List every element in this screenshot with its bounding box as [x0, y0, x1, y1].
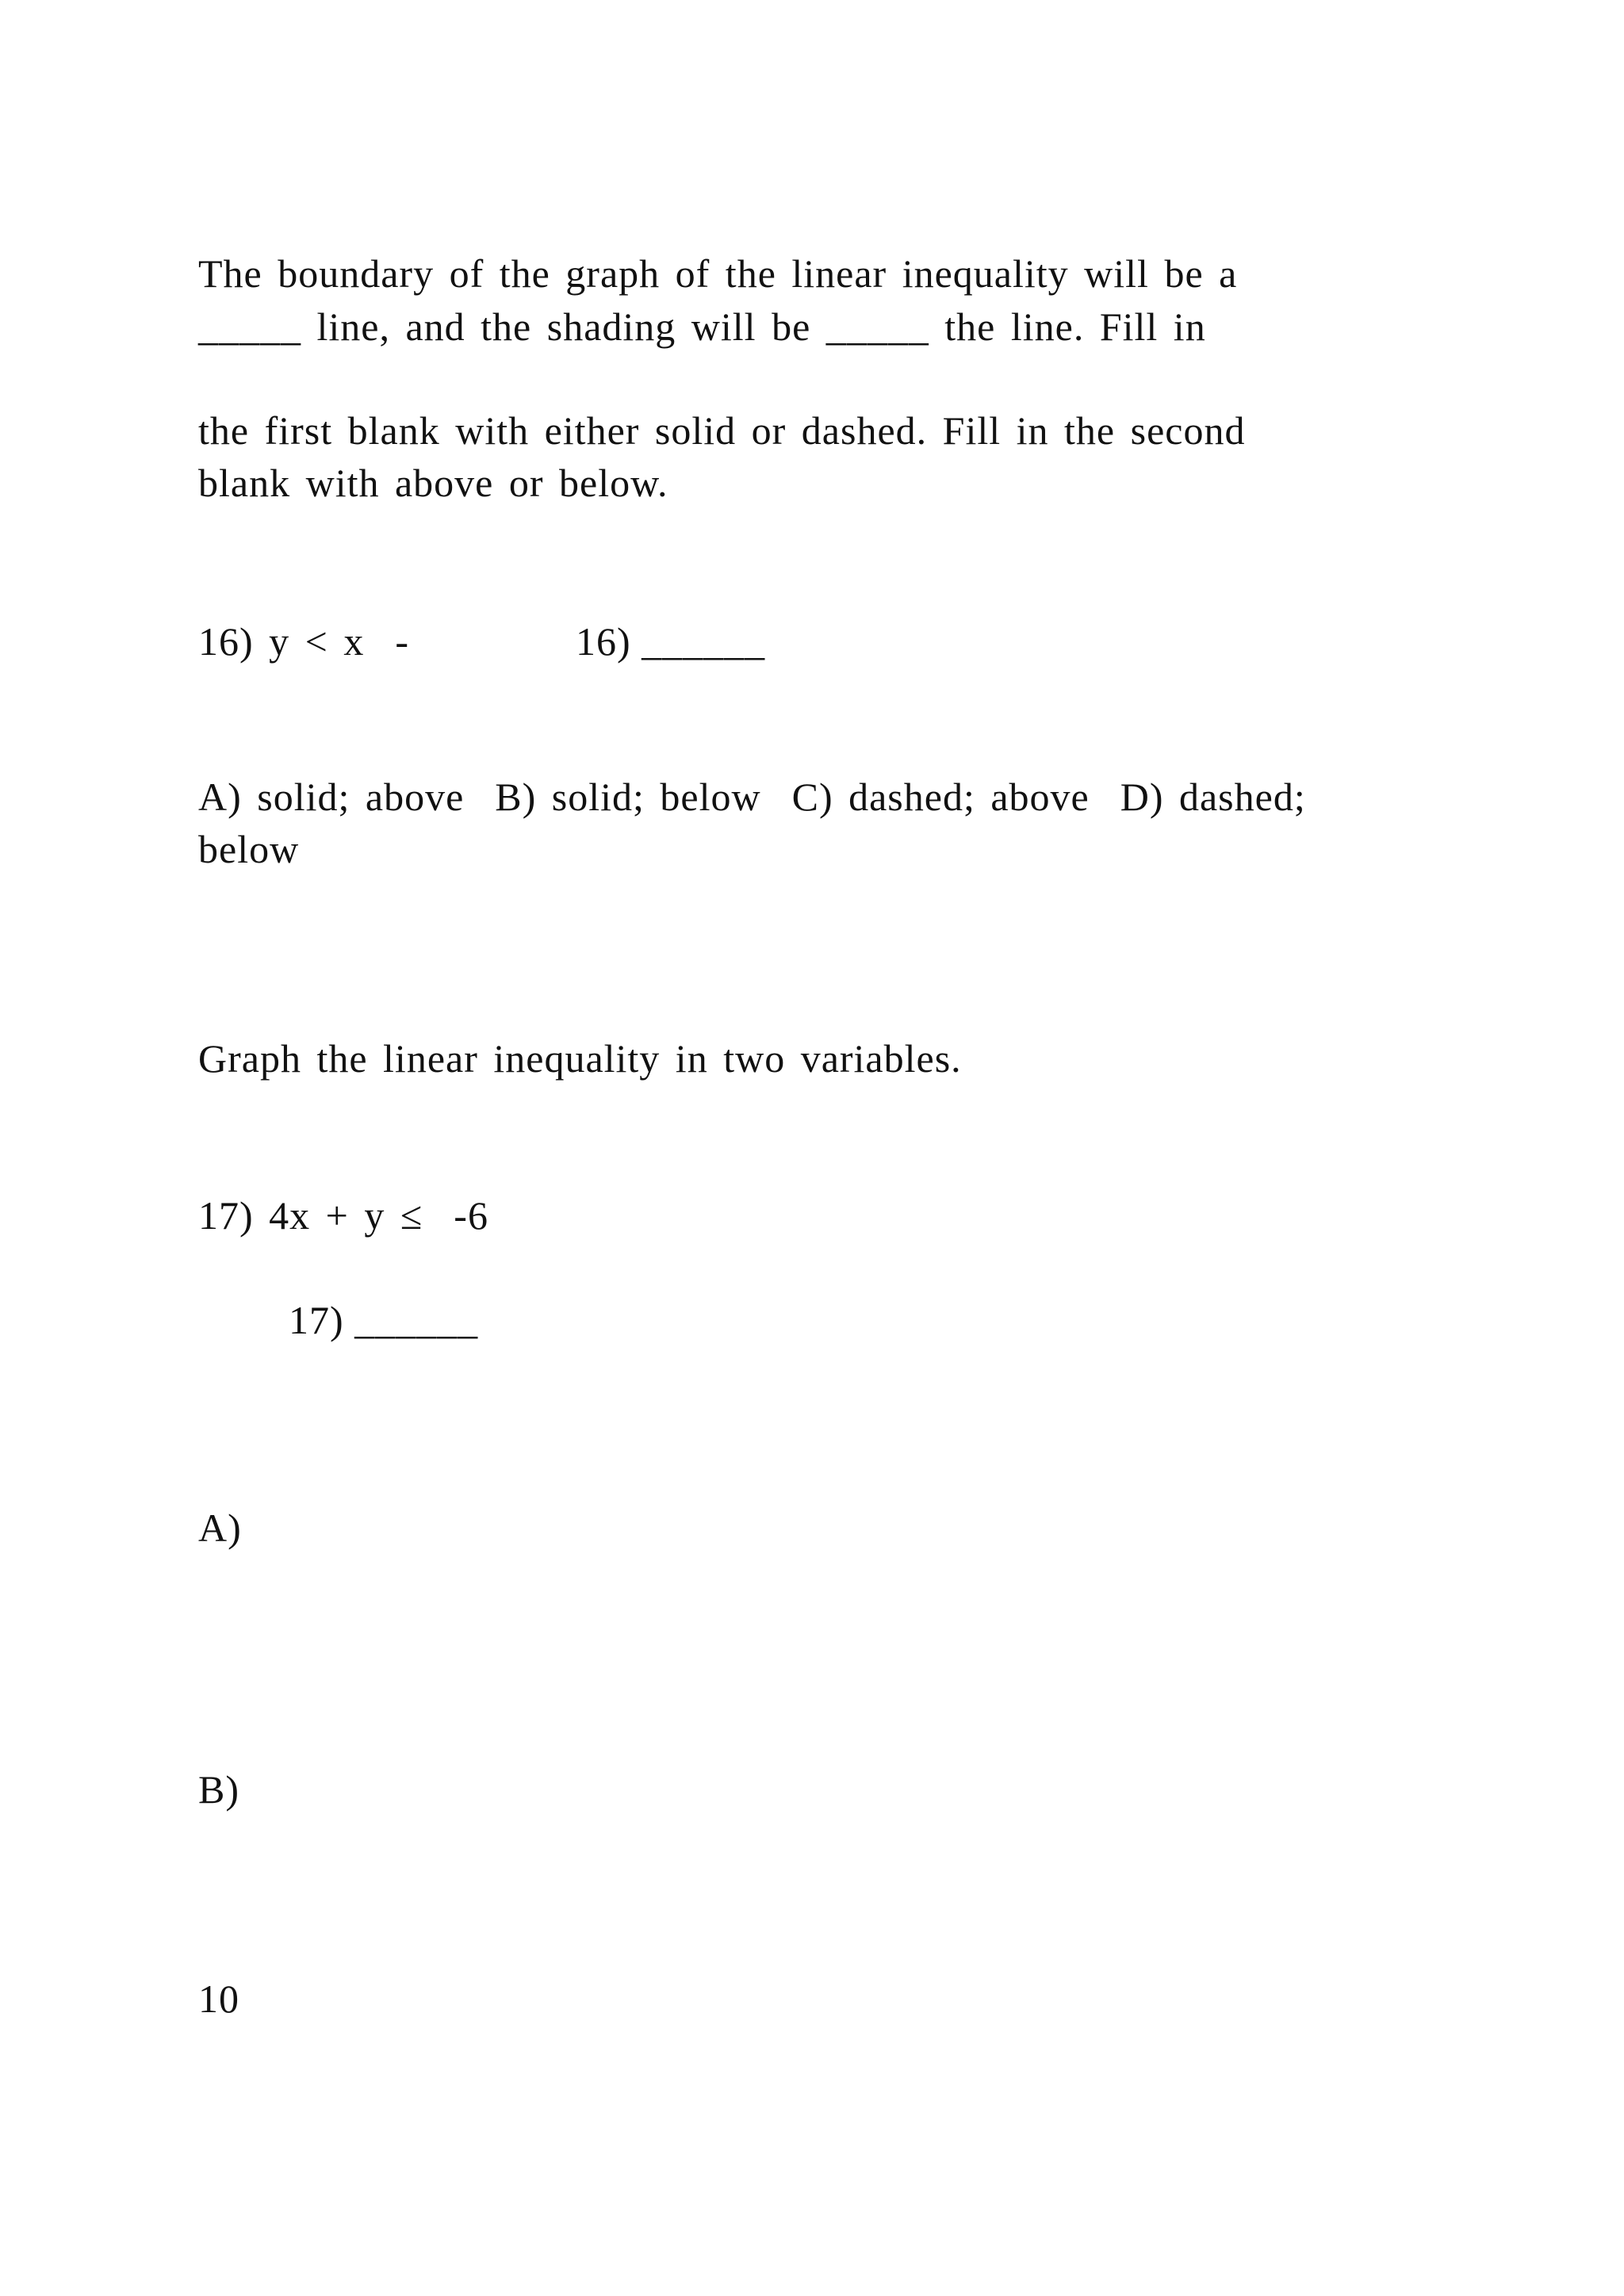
intro-line-1: The boundary of the graph of the linear inequality will be a [198, 251, 1238, 296]
intro-line-4: blank with above or below. [198, 461, 668, 505]
q16-choices-line-1: A) solid; above B) solid; below C) dashed; above D) dashed; [198, 775, 1306, 819]
question-17: 17) 4x + y ≤ -6 [198, 1193, 488, 1238]
question-16: 16) y < x - [198, 619, 409, 664]
answer-blank-16: 16) ______ [576, 619, 766, 664]
option-b-label: B) [198, 1767, 239, 1812]
q16-choices-line-2: below [198, 827, 300, 871]
intro-line-2: _____ line, and the shading will be _____ the line. Fill in [198, 304, 1206, 349]
answer-blank-17: 17) ______ [289, 1298, 479, 1342]
intro-line-3: the first blank with either solid or dashed. Fill in the second [198, 408, 1246, 453]
option-a-label: A) [198, 1506, 242, 1550]
page-number: 10 [198, 1976, 239, 2021]
section-instruction: Graph the linear inequality in two variables. [198, 1036, 962, 1081]
